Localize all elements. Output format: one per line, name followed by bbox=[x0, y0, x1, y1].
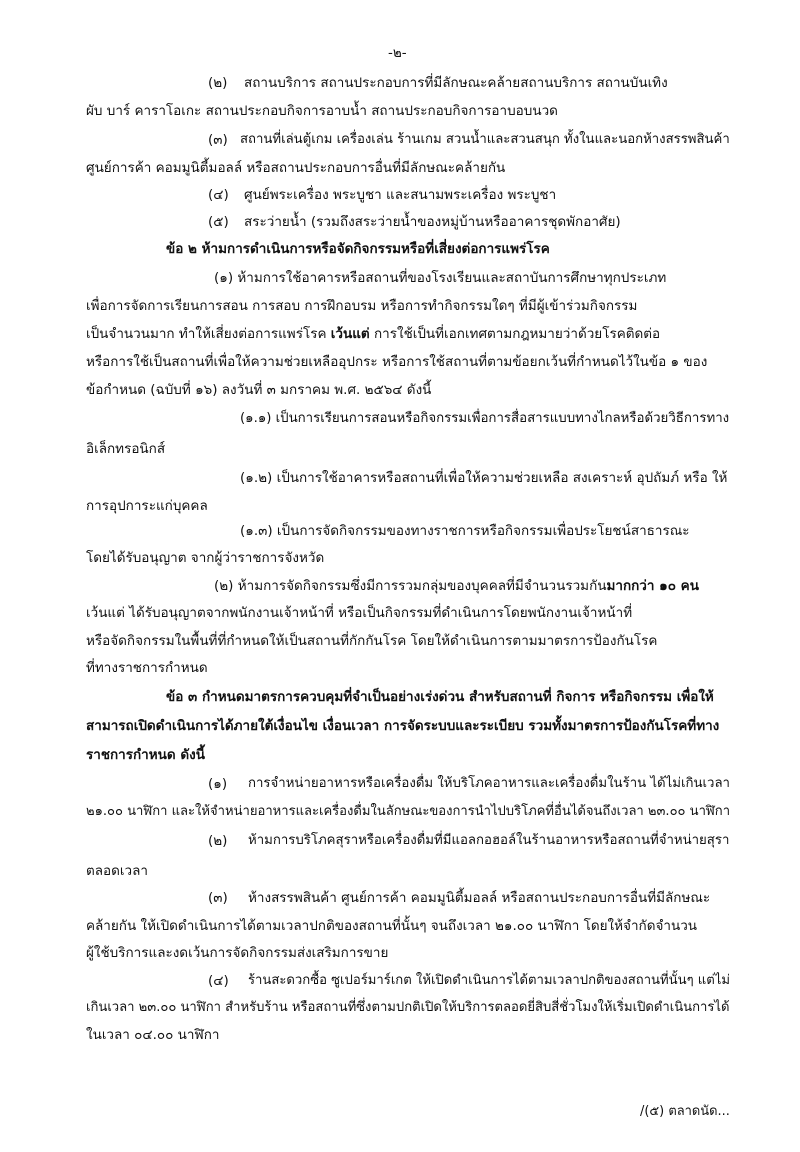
paragraph-line: (๑.๑) เป็นการเรียนการสอนหรือกิจกรรมเพื่อการสื่อสารแบบทางไกลหรือด้วยวิธีการทาง bbox=[240, 411, 730, 426]
item-number: (๓) bbox=[208, 132, 228, 148]
paragraph-line: ในเวลา ๐๔.๐๐ นาฬิกา bbox=[86, 1027, 220, 1043]
page-number: -๒- bbox=[388, 45, 407, 61]
continuation-note: /(๕) ตลาดนัด... bbox=[640, 1104, 730, 1119]
paragraph-line: สถานที่เล่นตู้เกม เครื่องเล่น ร้านเกม สวนน้ำและสวนสนุก ทั้งในและนอกห้างสรรพสินค้า bbox=[240, 132, 730, 147]
item-number: (๒) bbox=[208, 833, 228, 849]
paragraph-line: สระว่ายน้ำ (รวมถึงสระว่ายน้ำของหมู่บ้านหรืออาคารชุดพักอาศัย) bbox=[244, 214, 621, 230]
clause-title: ราชการกำหนด ดังนี้ bbox=[86, 747, 205, 763]
paragraph-line: ผู้ใช้บริการและงดเว้นการจัดกิจกรรมส่งเสริมการขาย bbox=[86, 945, 389, 961]
paragraph-line: สถานบริการ สถานประกอบการที่มีลักษณะคล้ายสถานบริการ สถานบันเทิง bbox=[244, 75, 668, 91]
item-number: (๒) bbox=[208, 75, 228, 91]
paragraph-line: ข้อกำหนด (ฉบับที่ ๑๖) ลงวันที่ ๓ มกราคม พ.ศ. ๒๕๖๔ ดังนี้ bbox=[86, 382, 432, 398]
paragraph-line: (๑.๒) เป็นการใช้อาคารหรือสถานที่เพื่อให้ความช่วยเหลือ สงเคราะห์ อุปถัมภ์ หรือ ให้ bbox=[240, 470, 728, 486]
text-segment: เป็นจำนวนมาก ทำให้เสี่ยงต่อการแพร่โรค bbox=[86, 326, 331, 342]
paragraph-line: โดยได้รับอนุญาต จากผู้ว่าราชการจังหวัด bbox=[86, 550, 325, 566]
text-segment: (๒) ห้ามการจัดกิจกรรมซึ่งมีการรวมกลุ่มของบุคคลที่มีจำนวนรวมกัน bbox=[214, 578, 607, 594]
paragraph-line: ศูนย์การค้า คอมมูนิตี้มอลล์ หรือสถานประกอบการอื่นที่มีลักษณะคล้ายกัน bbox=[86, 160, 506, 176]
clause-title: ข้อ ๓ กำหนดมาตรการควบคุมที่จำเป็นอย่างเร่งด่วน สำหรับสถานที่ กิจการ หรือกิจกรรม เพื่อให้ bbox=[166, 689, 714, 705]
clause-title: สามารถเปิดดำเนินการได้ภายใต้เงื่อนไข เงื่อนเวลา การจัดระบบและระเบียบ รวมทั้งมาตรการป้องกันโรคที่ทาง bbox=[86, 718, 720, 734]
paragraph-line bbox=[214, 577, 699, 595]
item-number: (๑) bbox=[208, 776, 228, 792]
paragraph-line: ๒๑.๐๐ นาฬิกา และให้จำหน่ายอาหารและเครื่องดื่มในลักษณะของการนำไปบริโภคที่อื่นได้จนถึงเวลา ๒๓.๐๐ นาฬิกา bbox=[86, 804, 731, 819]
emphasis-text: มากกว่า ๑๐ คน bbox=[606, 578, 699, 594]
paragraph-line: ศูนย์พระเครื่อง พระบูชา และสนามพระเครื่อง พระบูชา bbox=[244, 187, 557, 203]
paragraph-line: ร้านสะดวกซื้อ ซูเปอร์มาร์เกต ให้เปิดดำเนินการได้ตามเวลาปกติของสถานที่นั้นๆ แต่ไม่ bbox=[248, 973, 730, 988]
clause-title: ข้อ ๒ ห้ามการดำเนินการหรือจัดกิจกรรมหรือที่เสี่ยงต่อการแพร่โรค bbox=[166, 241, 550, 257]
paragraph-line: คล้ายกัน ให้เปิดดำเนินการได้ตามเวลาปกติของสถานที่นั้นๆ จนถึงเวลา ๒๑.๐๐ นาฬิกา โดยให้จำกัดจำนวน bbox=[86, 918, 698, 934]
paragraph-line: เกินเวลา ๒๓.๐๐ นาฬิกา สำหรับร้าน หรือสถานที่ซึ่งตามปกติเปิดให้บริการตลอดยี่สิบสี่ชั่วโมงให้เริ่มเปิดดำเนินการได้ bbox=[86, 1000, 730, 1015]
paragraph-line bbox=[86, 325, 660, 343]
paragraph-line: ห้างสรรพสินค้า ศูนย์การค้า คอมมูนิตี้มอลล์ หรือสถานประกอบการอื่นที่มีลักษณะ bbox=[248, 890, 711, 906]
paragraph-line: (๑) ห้ามการใช้อาคารหรือสถานที่ของโรงเรียนและสถาบันการศึกษาทุกประเภท bbox=[214, 270, 667, 286]
paragraph-line: ห้ามการบริโภคสุราหรือเครื่องดื่มที่มีแอลกอฮอล์ในร้านอาหารหรือสถานที่จำหน่ายสุรา bbox=[248, 833, 730, 848]
paragraph-line: เพื่อการจัดการเรียนการสอน การสอบ การฝึกอบรม หรือการทำกิจกรรมใดๆ ที่มีผู้เข้าร่วมกิจกรรม bbox=[86, 298, 638, 314]
text-segment: การใช้เป็นที่เอกเทศตามกฎหมายว่าด้วยโรคติดต่อ bbox=[369, 326, 661, 342]
paragraph-line: ผับ บาร์ คาราโอเกะ สถานประกอบกิจการอาบน้ำ สถานประกอบกิจการอาบอบนวด bbox=[86, 103, 558, 119]
paragraph-line: อิเล็กทรอนิกส์ bbox=[86, 441, 166, 457]
emphasis-text: เว้นแต่ bbox=[330, 326, 370, 342]
paragraph-line: ตลอดเวลา bbox=[86, 863, 148, 879]
paragraph-line: (๑.๓) เป็นการจัดกิจกรรมของทางราชการหรือกิจกรรมเพื่อประโยชน์สาธารณะ bbox=[240, 523, 690, 539]
item-number: (๓) bbox=[208, 890, 228, 906]
paragraph-line: หรือจัดกิจกรรมในพื้นที่ที่กำหนดให้เป็นสถานที่กักกันโรค โดยให้ดำเนินการตามมาตรการป้องกันโรค bbox=[86, 633, 658, 649]
item-number: (๔) bbox=[208, 973, 229, 989]
paragraph-line: หรือการใช้เป็นสถานที่เพื่อให้ความช่วยเหลืออุปกระ หรือการใช้สถานที่ตามข้อยกเว้นที่กำหนดไว้ในข้อ ๑ ของ bbox=[86, 354, 708, 370]
paragraph-line: เว้นแต่ ได้รับอนุญาตจากพนักงานเจ้าหน้าที่ หรือเป็นกิจกรรมที่ดำเนินการโดยพนักงานเจ้าหน้าที่ bbox=[86, 605, 633, 621]
paragraph-line: การอุปการะแก่บุคคล bbox=[86, 498, 208, 514]
item-number: (๕) bbox=[208, 214, 229, 230]
paragraph-line: ที่ทางราชการกำหนด bbox=[86, 660, 208, 676]
item-number: (๔) bbox=[208, 187, 229, 203]
paragraph-line: การจำหน่ายอาหารหรือเครื่องดื่ม ให้บริโภคอาหารและเครื่องดื่มในร้าน ได้ไม่เกินเวลา bbox=[248, 776, 730, 791]
